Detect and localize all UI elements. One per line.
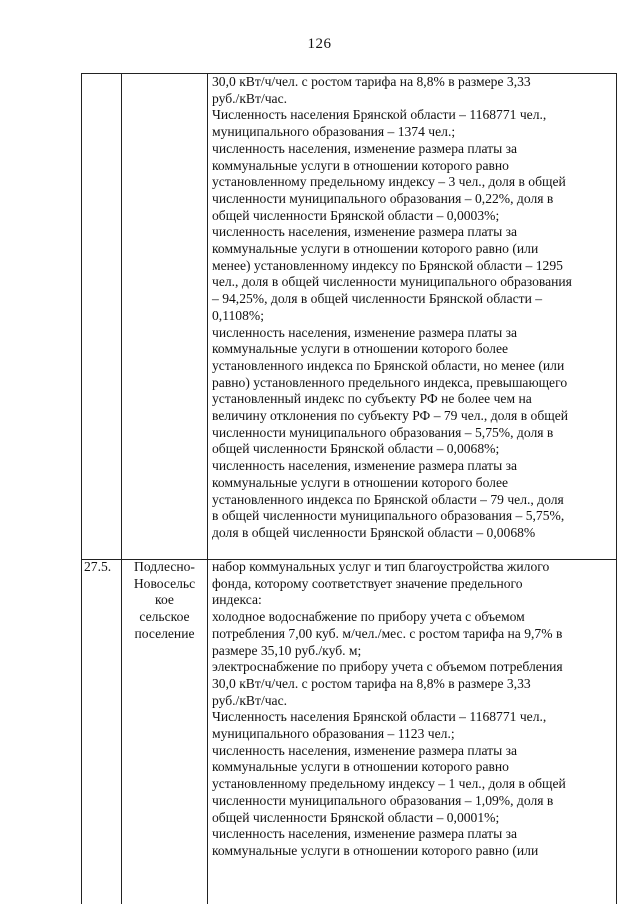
- text-line: численность населения, изменение размера платы за: [212, 140, 518, 156]
- text-line: численности муниципального образования – 5,75%, доля в: [212, 424, 554, 440]
- text-line: руб./кВт/час.: [212, 692, 288, 708]
- text-line: чел., доля в общей численности муниципального образования: [212, 274, 572, 290]
- description-cell: [212, 74, 612, 542]
- text-line: электроснабжение по прибору учета с объемом потребления: [212, 659, 563, 675]
- text-line: общей численности Брянской области – 0,0001%;: [212, 809, 500, 825]
- text-line: установленному предельному индексу – 3 чел., доля в общей: [212, 174, 566, 190]
- table-row: [81, 559, 617, 904]
- text-line: менее) установленному индексу по Брянской области – 1295: [212, 257, 563, 273]
- text-line: Численность населения Брянской области – 1168771 чел.,: [212, 709, 547, 725]
- text-line: 30,0 кВт/ч/чел. с ростом тарифа на 8,8% в размере 3,33: [212, 74, 531, 89]
- text-line: коммунальные услуги в отношении которого равно (или: [212, 241, 539, 257]
- text-line: индекса:: [212, 592, 262, 608]
- text-line: коммунальные услуги в отношении которого равно: [212, 157, 509, 173]
- text-line: набор коммунальных услуг и тип благоустройства жилого: [212, 559, 550, 574]
- description-cell: [212, 559, 612, 860]
- text-line: – 94,25%, доля в общей численности Брянской области –: [212, 291, 543, 307]
- text-line: размере 35,10 руб./куб. м;: [212, 642, 362, 658]
- row-number-cell: [82, 559, 122, 904]
- table-row: [81, 73, 617, 560]
- text-line: руб./кВт/час.: [212, 90, 288, 106]
- text-line: общей численности Брянской области – 0,0003%;: [212, 207, 500, 223]
- text-line: установленного индекса по Брянской области, но менее (или: [212, 357, 565, 373]
- municipality-name-line: Подлесно-: [134, 559, 195, 574]
- municipality-name-line: поселение: [134, 625, 195, 641]
- text-line: в общей численности муниципального образования – 5,75%,: [212, 508, 565, 524]
- text-line: муниципального образования – 1123 чел.;: [212, 726, 455, 742]
- text-line: 30,0 кВт/ч/чел. с ростом тарифа на 8,8% в размере 3,33: [212, 675, 531, 691]
- text-line: численность населения, изменение размера платы за: [212, 224, 518, 240]
- text-line: 0,1108%;: [212, 307, 264, 323]
- text-line: величину отклонения по субъекту РФ – 79 чел., доля в общей: [212, 408, 569, 424]
- municipality-name-line: Новосельс: [133, 575, 196, 591]
- municipality-name-line: кое: [155, 592, 174, 608]
- text-line: коммунальные услуги в отношении которого равно (или: [212, 842, 539, 858]
- text-line: численности муниципального образования – 1,09%, доля в: [212, 792, 554, 808]
- municipality-name-cell: [122, 559, 208, 904]
- text-line: муниципального образования – 1374 чел.;: [212, 124, 456, 140]
- page-number: 126: [307, 36, 332, 52]
- municipality-name-cell: [122, 74, 208, 559]
- row-number-cell: [82, 74, 122, 559]
- municipality-name-line: сельское: [139, 609, 190, 625]
- text-line: холодное водоснабжение по прибору учета с объемом: [212, 609, 525, 625]
- text-line: численность населения, изменение размера платы за: [212, 458, 518, 474]
- text-line: фонда, которому соответствует значение предельного: [212, 575, 523, 591]
- text-line: коммунальные услуги в отношении которого более: [212, 341, 509, 357]
- text-line: численность населения, изменение размера платы за: [212, 324, 518, 340]
- text-line: общей численности Брянской области – 0,0068%;: [212, 441, 500, 457]
- text-line: Численность населения Брянской области – 1168771 чел.,: [212, 107, 547, 123]
- text-line: численности муниципального образования – 0,22%, доля в: [212, 190, 554, 206]
- text-line: численность населения, изменение размера платы за: [212, 742, 518, 758]
- text-line: установленного индекса по Брянской области – 79 чел., доля: [212, 491, 564, 507]
- text-line: установленному предельному индексу – 1 чел., доля в общей: [212, 776, 566, 792]
- text-line: доля в общей численности Брянской области – 0,0068%: [212, 524, 536, 540]
- text-line: установленный индекс по субъекту РФ не более чем на: [212, 391, 532, 407]
- text-line: коммунальные услуги в отношении которого более: [212, 474, 509, 490]
- row-number: 27.5.: [84, 559, 112, 574]
- text-line: численность населения, изменение размера платы за: [212, 826, 518, 842]
- text-line: коммунальные услуги в отношении которого равно: [212, 759, 509, 775]
- text-line: равно) установленного предельного индекса, превышающего: [212, 374, 568, 390]
- text-line: потребления 7,00 куб. м/чел./мес. с ростом тарифа на 9,7% в: [212, 625, 563, 641]
